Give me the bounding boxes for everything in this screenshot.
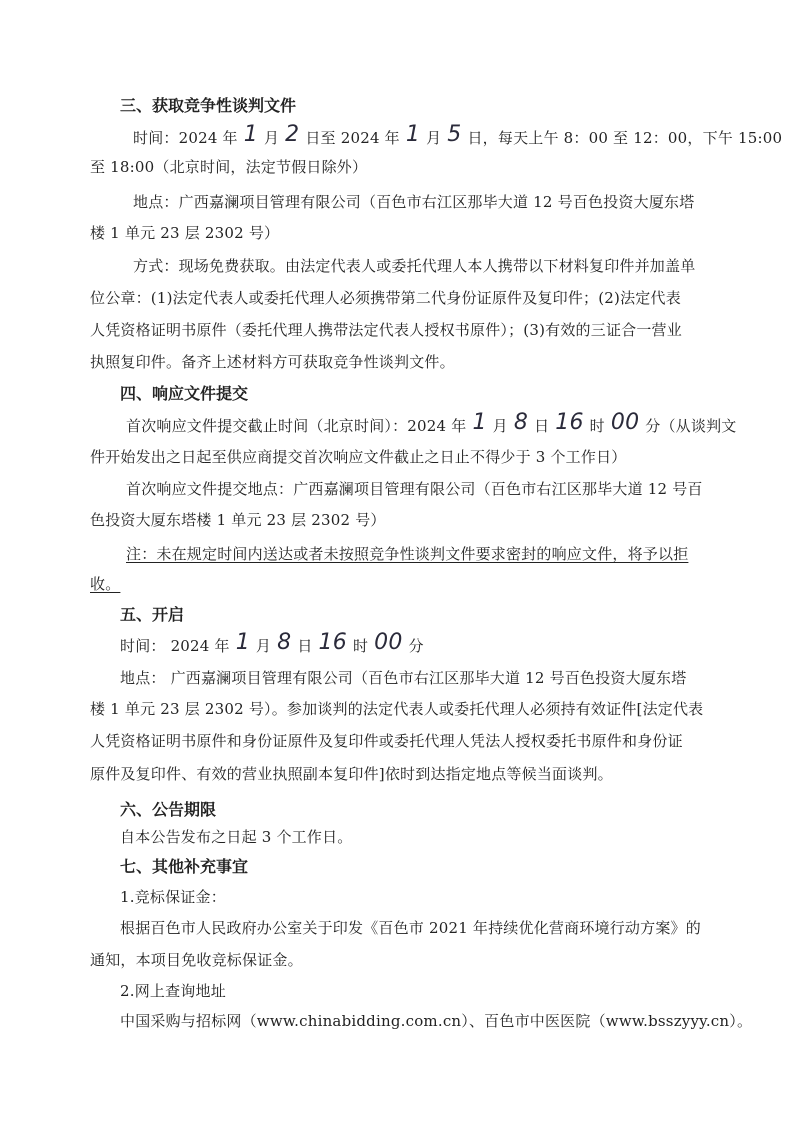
section-5-heading: 五、开启 xyxy=(120,605,185,624)
s3-time-prefix: 时间：2024 年 xyxy=(133,129,238,147)
section-3-heading: 三、获取竞争性谈判文件 xyxy=(120,96,297,115)
s3-time-line-2: 至 18:00（北京时间，法定节假日除外） xyxy=(90,158,368,176)
s7-item-2-text: 中国采购与招标网（www.chinabidding.com.cn）、百色市中医医院（www.bsszyyy.cn）。 xyxy=(120,1012,753,1030)
s5-location-line-1: 地点： 广西嘉澜项目管理有限公司（百色市右江区那毕大道 12 号百色投资大厦东塔 xyxy=(120,669,687,687)
s3-location-line-2: 楼 1 单元 23 层 2302 号） xyxy=(90,224,280,242)
s5-time-text-2: 日 xyxy=(297,637,313,655)
s5-time-text-3: 时 xyxy=(352,637,369,655)
s7-item-1-line-1: 根据百色市人民政府办公室关于印发《百色市 2021 年持续优化营商环境行动方案》的 xyxy=(120,919,701,937)
s4-deadline-line-2: 件开始发出之日起至供应商提交首次响应文件截止之日止不得少于 3 个工作日） xyxy=(90,448,627,466)
s4-note-line-1: 注：未在规定时间内送达或者未按照竞争性谈判文件要求密封的响应文件，将予以拒 xyxy=(126,545,689,563)
s3-location-line-1: 地点：广西嘉澜项目管理有限公司（百色市右江区那毕大道 12 号百色投资大厦东塔 xyxy=(133,193,695,211)
section-7-heading: 七、其他补充事宜 xyxy=(120,857,249,876)
s4-deadline-text-2: 日 xyxy=(534,417,550,435)
s3-handwritten-day-end: 5 xyxy=(447,122,462,147)
s3-time-line xyxy=(133,124,782,149)
s3-handwritten-day-start: 2 xyxy=(285,122,300,147)
s5-time-text-4: 分 xyxy=(408,637,424,655)
s5-time-prefix: 时间： 2024 年 xyxy=(120,637,230,655)
s5-time-line xyxy=(120,632,424,657)
s5-location-line-2: 楼 1 单元 23 层 2302 号）。参加谈判的法定代表人或委托代理人必须持有效证件[法定代表 xyxy=(90,700,704,718)
s3-time-text-2: 日至 2024 年 xyxy=(305,129,400,147)
s4-handwritten-minute: 00 xyxy=(610,410,640,435)
s3-time-text-1: 月 xyxy=(263,129,280,147)
s5-handwritten-hour: 16 xyxy=(318,630,347,655)
s5-location-line-3: 人凭资格证明书原件和身份证原件及复印件或委托代理人凭法人授权委托书原件和身份证 xyxy=(90,732,683,750)
s7-item-2-title: 2.网上查询地址 xyxy=(120,982,226,1000)
s3-handwritten-month-end: 1 xyxy=(405,122,421,147)
s7-item-1-title: 1.竞标保证金： xyxy=(120,888,226,906)
s4-handwritten-hour: 16 xyxy=(555,410,584,435)
section-6-heading: 六、公告期限 xyxy=(120,800,217,819)
s5-handwritten-minute: 00 xyxy=(374,630,403,655)
s6-text: 自本公告发布之日起 3 个工作日。 xyxy=(120,828,353,846)
s5-location-line-4: 原件及复印件、有效的营业执照副本复印件]依时到达指定地点等候当面谈判。 xyxy=(90,765,613,783)
s3-method-line-3: 人凭资格证明书原件（委托代理人携带法定代表人授权书原件）；(3)有效的三证合一营业 xyxy=(90,321,682,339)
s4-handwritten-day: 8 xyxy=(513,410,529,435)
s3-method-line-2: 位公章：(1)法定代表人或委托代理人必须携带第二代身份证原件及复印件；(2)法定代表 xyxy=(90,289,681,307)
s4-deadline-text-1: 月 xyxy=(492,417,508,435)
s4-deadline-prefix: 首次响应文件提交截止时间（北京时间）：2024 年 xyxy=(126,417,467,435)
s5-handwritten-day: 8 xyxy=(277,630,292,655)
s4-deadline-line xyxy=(126,412,736,437)
s4-place-line-1: 首次响应文件提交地点：广西嘉澜项目管理有限公司（百色市右江区那毕大道 12 号百 xyxy=(126,480,703,498)
s5-handwritten-month: 1 xyxy=(235,630,250,655)
s4-deadline-text-3: 时 xyxy=(589,417,605,435)
s3-method-line-4: 执照复印件。备齐上述材料方可获取竞争性谈判文件。 xyxy=(90,353,455,371)
s4-handwritten-month: 1 xyxy=(472,410,487,435)
s4-place-line-2: 色投资大厦东塔楼 1 单元 23 层 2302 号） xyxy=(90,511,386,529)
s3-time-text-3: 月 xyxy=(426,129,442,147)
s4-deadline-text-4: 分（从谈判文 xyxy=(645,417,737,435)
s7-item-1-line-2: 通知，本项目免收竞标保证金。 xyxy=(90,951,303,969)
s3-handwritten-month-start: 1 xyxy=(243,122,258,147)
s3-method-line-1: 方式：现场免费获取。由法定代表人或委托代理人本人携带以下材料复印件并加盖单 xyxy=(133,257,696,275)
s3-time-text-4: 日，每天上午 8：00 至 12：00，下午 15:00 xyxy=(467,129,783,147)
s5-time-text-1: 月 xyxy=(255,637,272,655)
section-4-heading: 四、响应文件提交 xyxy=(120,384,249,403)
s4-note-line-2: 收。 xyxy=(90,575,121,593)
